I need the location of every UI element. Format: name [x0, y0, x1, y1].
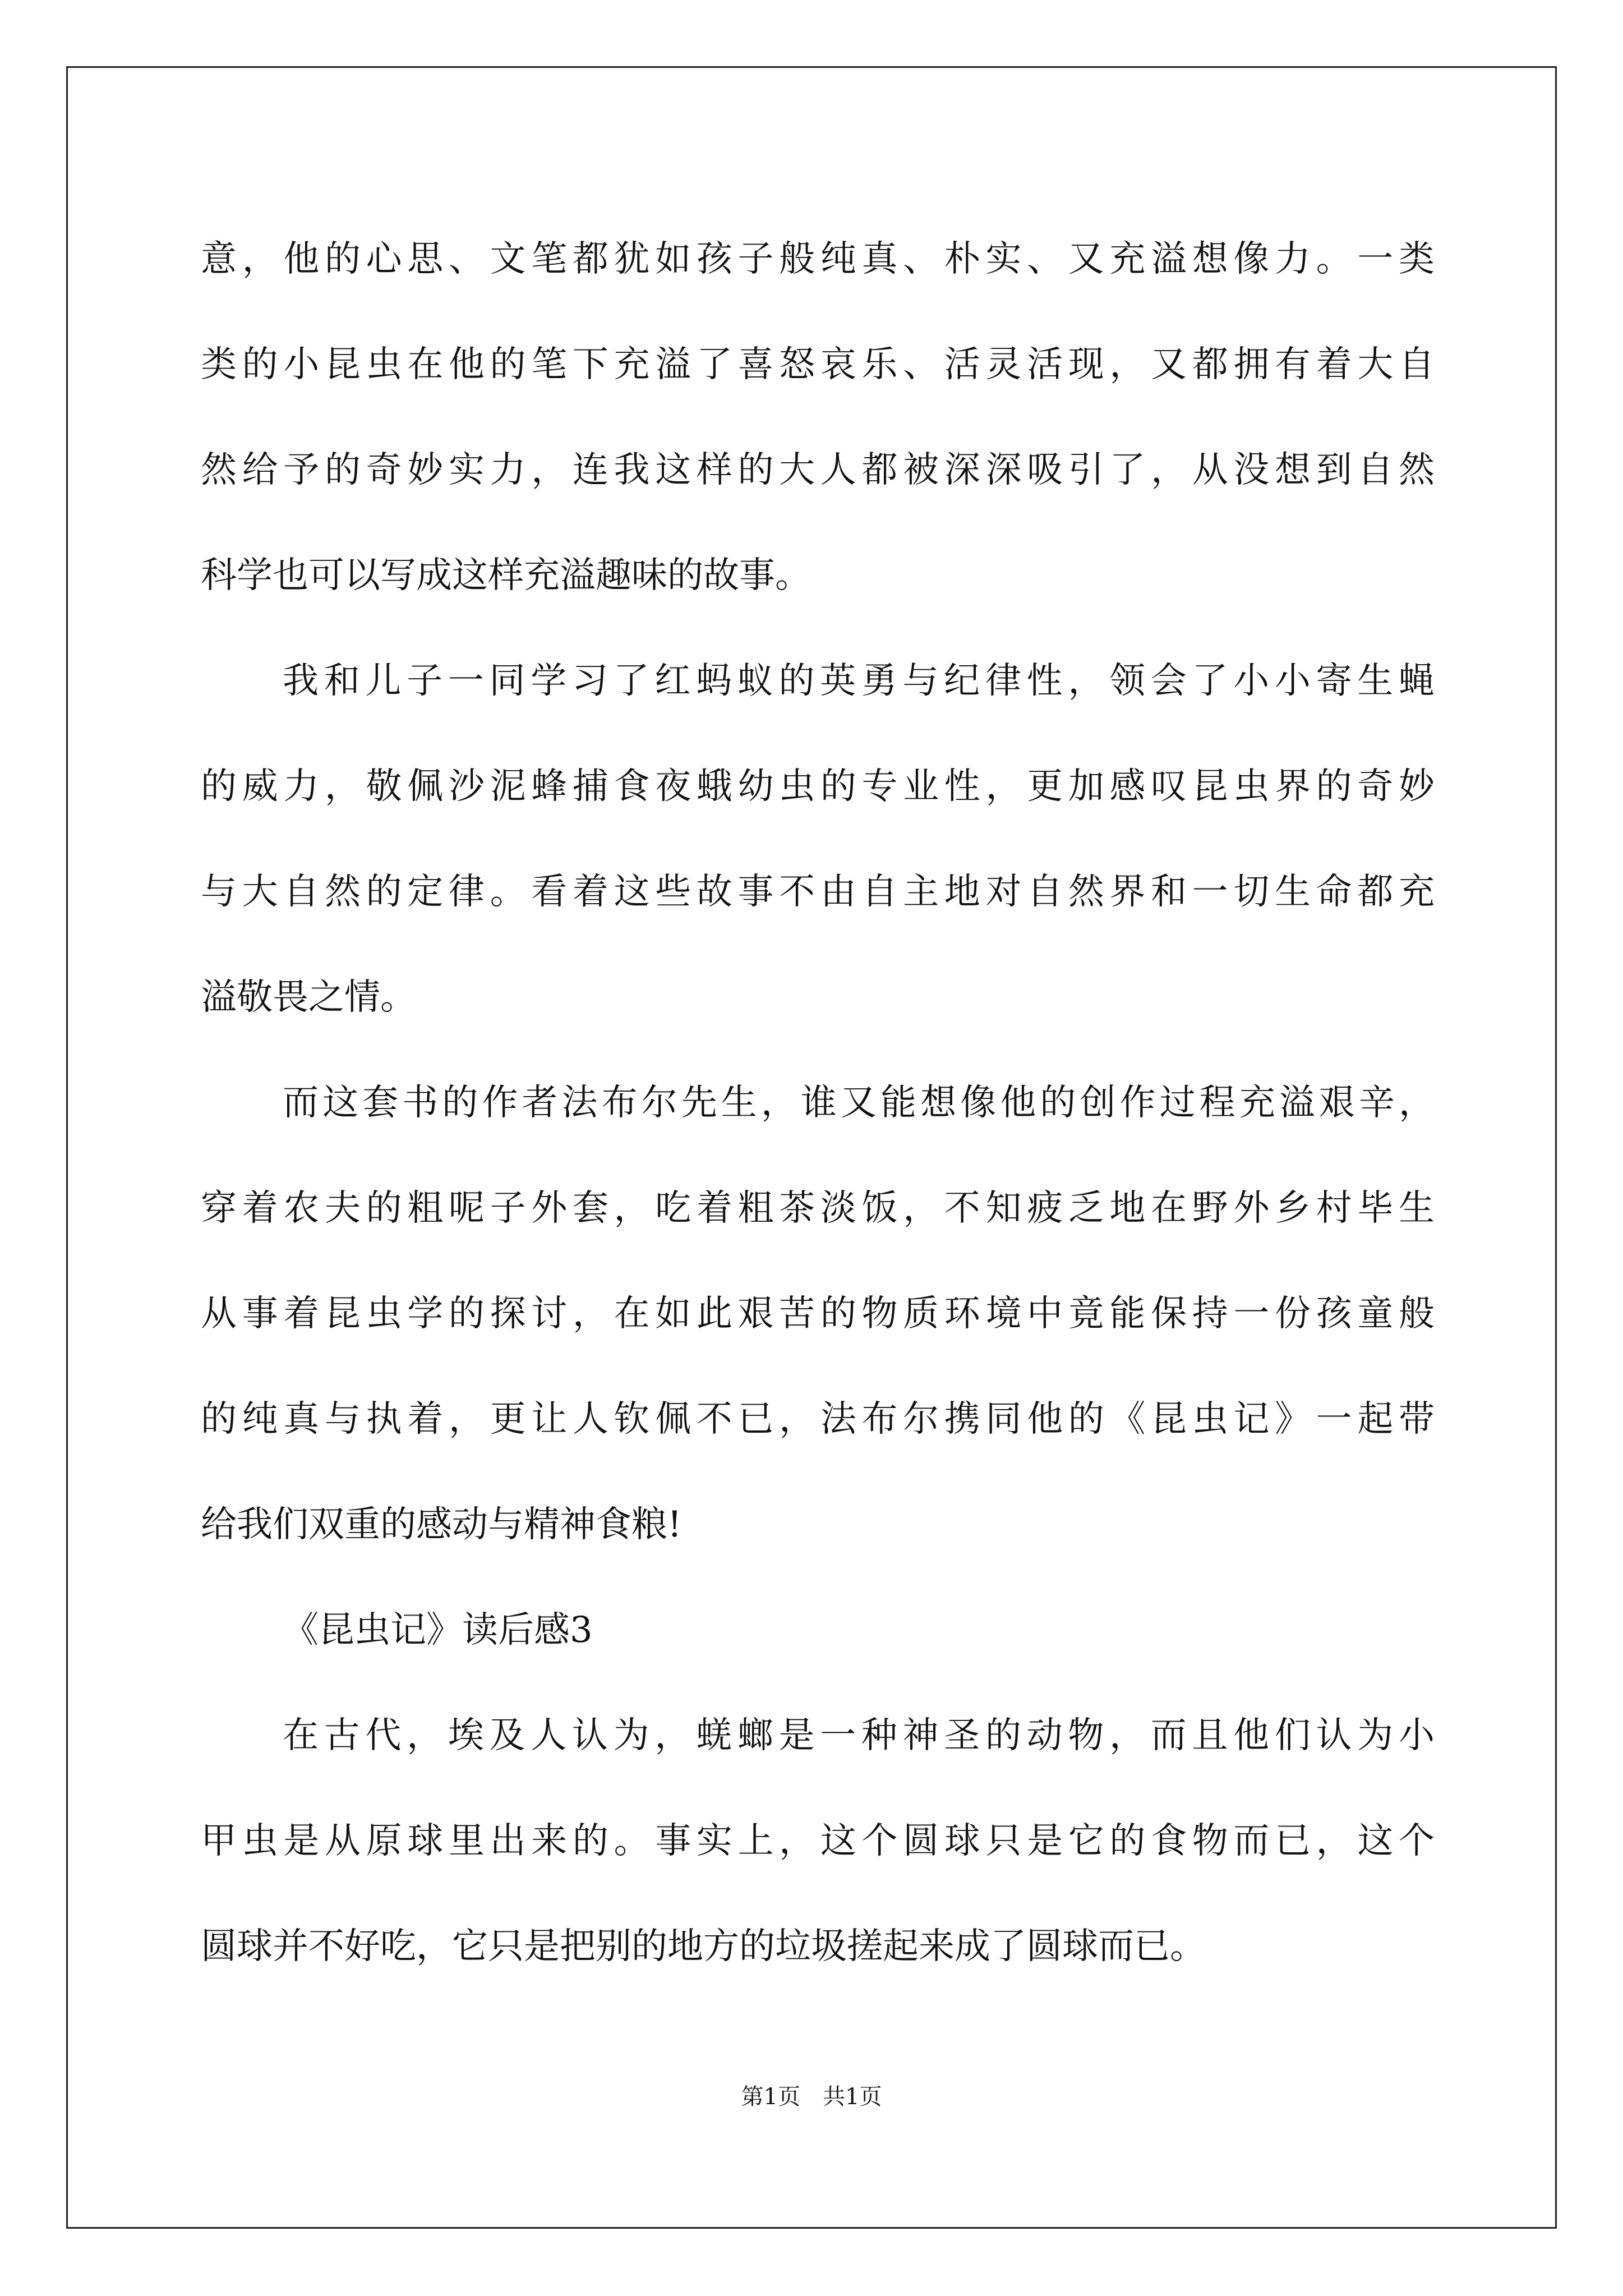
page-total: 共1页 [823, 2084, 882, 2110]
text-line: 而这套书的作者法布尔先生，谁又能想像他的创作过程充溢艰辛， [283, 1082, 1435, 1124]
text-line: 类的小昆虫在他的笔下充溢了喜怒哀乐、活灵活现，又都拥有着大自 [201, 344, 1435, 385]
text-line: 然给予的奇妙实力，连我这样的大人都被深深吸引了，从没想到自然 [201, 449, 1435, 491]
text-line: 与大自然的定律。看着这些故事不由自主地对自然界和一切生命都充 [201, 871, 1435, 913]
document-body [201, 206, 1435, 1999]
text-line: 科学也可以写成这样充溢趣味的故事。 [201, 555, 811, 596]
text-line: 穿着农夫的粗呢子外套，吃着粗茶淡饭，不知疲乏地在野外乡村毕生 [201, 1188, 1435, 1229]
text-line: 意，他的心思、文笔都犹如孩子般纯真、朴实、又充溢想像力。一类 [201, 238, 1435, 280]
text-line: 溢敬畏之情。 [201, 977, 416, 1018]
text-line: 我和儿子一同学习了红蚂蚁的英勇与纪律性，领会了小小寄生蝇 [283, 660, 1435, 702]
text-line: 的纯真与执着，更让人钦佩不已，法布尔携同他的《昆虫记》一起带 [201, 1398, 1435, 1440]
text-line: 的威力，敬佩沙泥蜂捕食夜蛾幼虫的专业性，更加感叹昆虫界的奇妙 [201, 766, 1435, 807]
text-line: 从事着昆虫学的探讨，在如此艰苦的物质环境中竟能保持一份孩童般 [201, 1293, 1435, 1335]
text-line: 甲虫是从原球里出来的。事实上，这个圆球只是它的食物而已，这个 [201, 1820, 1435, 1862]
section-heading: 《昆虫记》读后感3 [283, 1609, 593, 1651]
text-line: 给我们双重的感动与精神食粮! [201, 1504, 682, 1545]
text-line: 圆球并不好吃，它只是把别的地方的垃圾搓起来成了圆球而已。 [201, 1926, 1206, 1967]
page-footer [0, 2080, 1623, 2114]
text-line: 在古代，埃及人认为，蜣螂是一种神圣的动物，而且他们认为小 [283, 1715, 1435, 1756]
page-number: 第1页 [741, 2084, 800, 2110]
